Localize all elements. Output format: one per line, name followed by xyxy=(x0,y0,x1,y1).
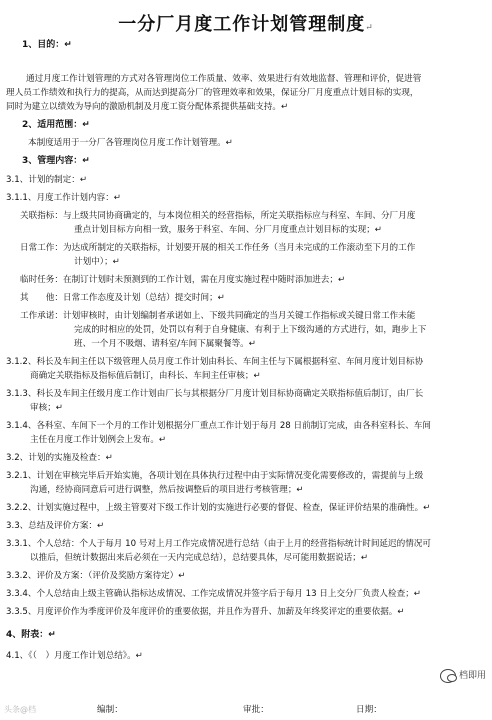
body-line: 计划中）；↵ xyxy=(74,257,120,267)
body-line: 3.3、总结及评价方案：↵ xyxy=(6,521,105,531)
body-line: 商确定关联指标及指标值后制订，由科长、车间主任审核；↵ xyxy=(30,371,261,381)
body-line: 3.2、计划的实施及检查：↵ xyxy=(6,453,113,463)
body-line: 3.3.5、月度评价作为季度评价及年度评价的重要依据，并且作为晋升、加薪及年终奖评定的重要依据。↵ xyxy=(6,607,405,617)
wechat-badge xyxy=(440,668,486,683)
body-line: 审核；↵ xyxy=(30,403,63,413)
body-line: 3.1、计划的制定：↵ xyxy=(6,175,88,185)
document-title xyxy=(0,10,492,36)
body-line: 2、适用范围：↵ xyxy=(22,120,90,130)
body-line: 3.3.1、个人总结：个人于每月 10 号对上月工作完成情况进行总结（由于上月的经营指标统计时间延迟的情况可 xyxy=(6,539,431,549)
body-line: 3.1.3、科长及车间主任级月度工作计划由厂长与其根据分厂月度计划目标协商确定关联指标值后制订，由厂长 xyxy=(6,389,424,399)
paragraph-mark: ↵ xyxy=(365,23,374,33)
body-line: 沟通，经协商同意后可进行调整，然后按调整后的项目进行考核管理；↵ xyxy=(30,485,304,495)
body-line: 主任在月度工作计划例会上发布。↵ xyxy=(30,435,167,445)
body-line: 临时任务：在制订计划时未预测到的工作计划，需在月度实施过程中随时添加进去；↵ xyxy=(20,275,346,285)
review-label: 审批： xyxy=(243,705,269,715)
body-line: 3.2.1、计划在审核完毕后开始实施，各项计划在具体执行过程中由于实际情况变化需要修改的，需提前与上级 xyxy=(6,471,424,481)
body-line: 其 他：日常工作态度及计划（总结）提交时间；↵ xyxy=(20,293,225,303)
body-line: 3.1.2、科长及车间主任以下级管理人员月度工作计划由科长、车间主任与下属根据科室、车间月度计划目标协 xyxy=(6,357,424,367)
body-line: 通过月度工作计划管理的方式对各管理岗位工作质量、效率、效果进行有效地监督、管理和评价，促进管 xyxy=(26,74,422,84)
edit-label: 编制： xyxy=(97,705,123,715)
signature-footer xyxy=(0,698,492,716)
title-text: 一分厂月度工作计划管理制度 xyxy=(118,14,366,35)
watermark-text: 头条@档 xyxy=(4,705,36,714)
body-line: 本制度适用于一分厂各管理岗位月度工作计划管理。↵ xyxy=(28,138,233,148)
body-line: 4、附表：↵ xyxy=(6,630,56,640)
body-line: 班、一个月不吸烟、请科室/车间下属聚餐等。↵ xyxy=(74,339,256,349)
body-line: 3.3.4、个人总结由上级主管确认指标达成情况、工作完成情况并签字后于每月 13 日上交分厂负责人检查；↵ xyxy=(6,589,421,599)
body-line: 3、管理内容：↵ xyxy=(22,156,90,166)
body-line: 以推后，但统计数据出来后必须在一天内完成总结），总结要具体，尽可能用数据说话；↵ xyxy=(30,553,369,563)
body-line: 1、目的：↵ xyxy=(22,40,72,50)
body-line: 工作承诺：计划审核时，由计划编制者承诺如上、下级共同确定的当月关键工作指标或关键日常工作未能 xyxy=(20,311,416,321)
wechat-icon xyxy=(440,669,456,683)
body-line: 理人员工作绩效和执行力的提高，从而达到提高分厂的管理效率和效果，保证分厂月度重点计划目标的实现， xyxy=(6,88,419,98)
body-line: 3.1.1、月度工作计划内容：↵ xyxy=(6,193,122,203)
body-line: 3.3.2、评价及方案：（评价及奖励方案待定）↵ xyxy=(6,571,186,581)
body-line: 日常工作：为达成所制定的关联指标，计划要开展的相关工作任务（当月未完成的工作滚动至下月的工作 xyxy=(20,243,416,253)
body-line: 同时为建立以绩效为导向的激励机制及月度工资分配体系提供基础支持。↵ xyxy=(6,102,289,112)
body-line: 完成的时相应的处罚，处罚以有利于自身健康、有利于上下级沟通的方式进行，如，跑步上下 xyxy=(74,325,427,335)
date-label: 日期： xyxy=(356,705,382,715)
body-line: 3.1.4、各科室、车间下一个月的工作计划根据分厂重点工作计划于每月 28 日前制订完成，由各科室科长、车间 xyxy=(6,421,431,431)
wechat-label: 档即用 xyxy=(458,671,486,681)
body-line: 关联指标：与上级共同协商确定的，与本岗位相关的经营指标，所定关联指标应与科室、车间、分厂月度 xyxy=(20,211,416,221)
body-line: 重点计划目标方向相一致，服务于科室、车间、分厂月度重点计划目标的实现；↵ xyxy=(74,225,382,235)
body-line: 4.1、《（ ）月度工作计划总结》。↵ xyxy=(6,651,143,661)
body-line: 3.2.2、计划实施过程中，上级主管要对下级工作计划的实施进行必要的督促、检查，保证评价结果的准确性。↵ xyxy=(6,503,431,513)
